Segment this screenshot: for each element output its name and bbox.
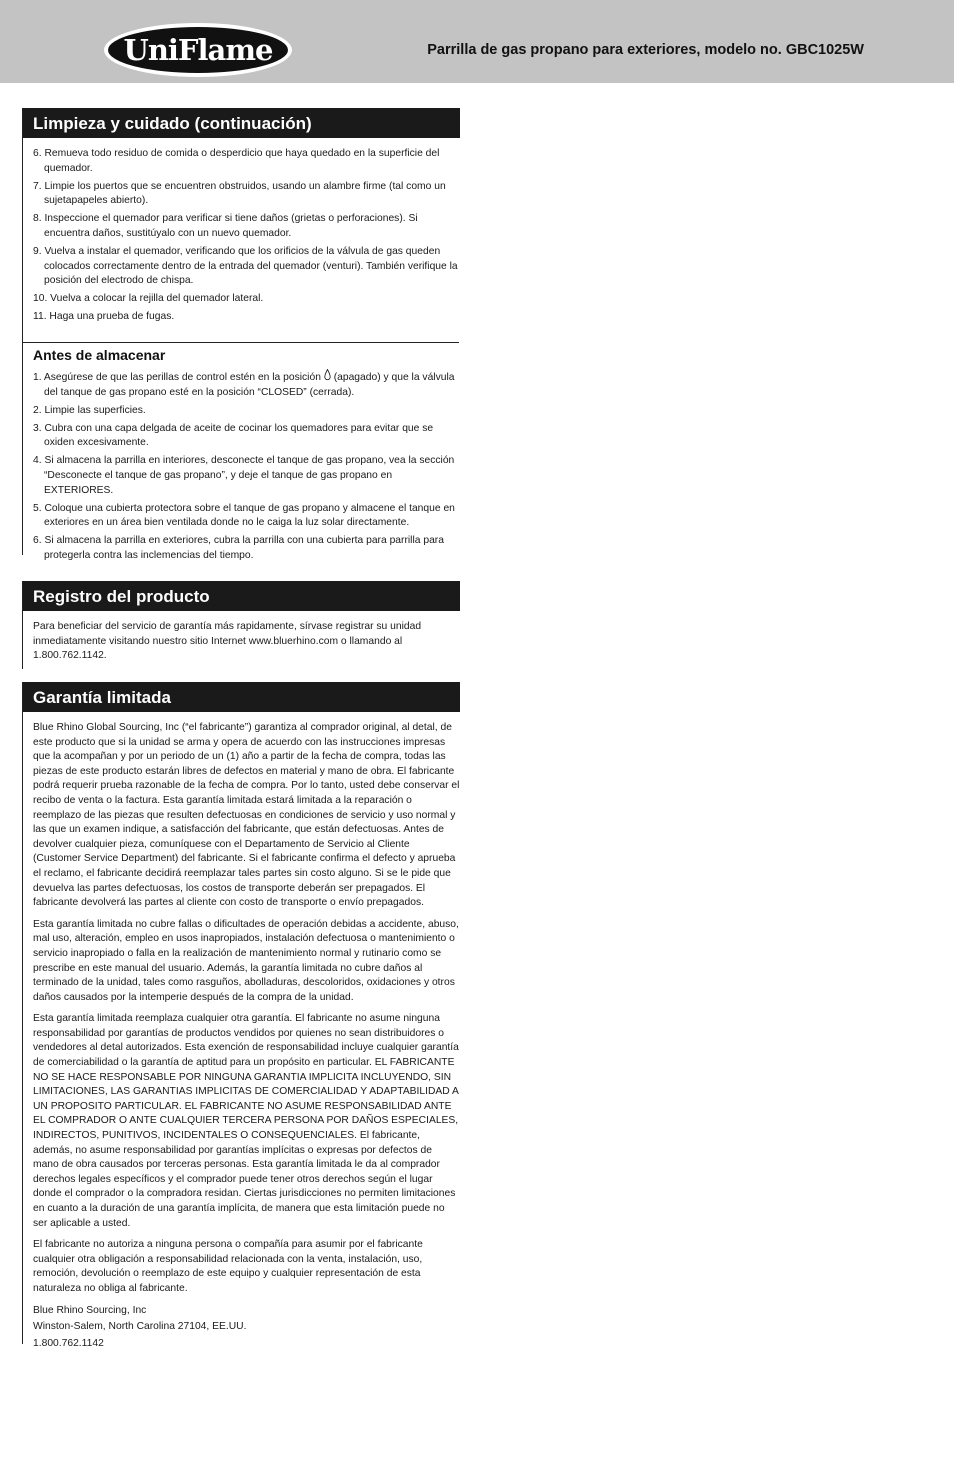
list-item: 11. Haga una prueba de fugas.	[33, 311, 175, 323]
storage-step-1-start: 1. Asegúrese de que las perillas de control estén en la posición	[33, 372, 321, 383]
list-item: 7. Limpie los puertos que se encuentren obstruidos, usando un alambre firme (tal como un sujetapapeles abierto).	[33, 180, 446, 207]
list-item: 5. Coloque una cubierta protectora sobre el tanque de gas propano y almacene el tanque en exteriores en un área bien ventilada donde no le caiga la luz solar directamente.	[33, 502, 455, 529]
page-header	[0, 0, 954, 83]
list-item: 8. Inspeccione el quemador para verificar si tiene daños (grietas o perforaciones). Si encuentra daños, sustitúyalo con un nuevo quemador.	[33, 213, 418, 239]
document-title: Parrilla de gas propano para exteriores, modelo no. GBC1025W	[427, 42, 864, 58]
warranty-paragraph: Esta garantía limitada no cubre fallas o dificultades de operación debidas a accidente, abuso, mal uso, alteración, empleo en usos inapropiados, instalación defectuosa o mantenimiento o servicio inapropiado o falla en la realización de mantenimiento normal y rutinario como se prescribe en este manual del usuario. Además, la garantía limitada no cubre daños al terminado de la unidad, tales como rasguños, abolladuras, descoloridos, oxidaciones y otros daños causados por la intemperie después de la compra de la unidad.	[33, 918, 459, 1003]
storage-steps	[23, 369, 460, 564]
list-item: 2. Limpie las superficies.	[33, 404, 146, 416]
registration-heading: Registro del producto	[23, 581, 460, 611]
warranty-paragraph: Esta garantía limitada reemplaza cualquier otra garantía. El fabricante no asume ninguna responsabilidad por garantías de productos vendidos por quienes no sean distribuidores o vendedores al detal autorizados. Esta exención de responsabilidad incluye cualquier garantía de comerciabilidad o la garantía de aptitud para un propósito en particular. EL FABRICANTE NO SE HACE RESPONSABLE POR NINGUNA GARANTIA IMPLICITA INCLUYENDO, SIN LIMITACIONES, LAS GARANTIAS IMPLICITAS DE COMERCIALIDAD Y ADAPTABILIDAD A UN PROPOSITO PARTICULAR. EL FABRICANTE NO ASUME RESPONSABILIDAD ANTE EL COMPRADOR O ANTE CUALQUIER TERCERA PERSONA POR DAÑOS ESPECIALES, INDIRECTOS, PUNITIVOS, INCIDENTALES O CONSEQUENCIALES. El fabricante, además, no asume responsabilidad por garantías implícitas o expresas por defectos de mano de obra causados por terceras personas. Esta garantía limitada le da al comprador derechos legales específicos y el comprador puede tener otros derechos según el lugar donde el comprador o la compradora residan. Ciertas jurisdicciones no permiten limitaciones en cuanto a la duración de una garantía implícita, de manera que esta limitación puede no ser aplicable a usted.	[33, 1013, 459, 1229]
list-item: 9. Vuelva a instalar el quemador, verificando que los orificios de la válvula de gas queden colocados correctamente dentro de la entrada del quemador (venturi). También verifique la posición del electrodo de chispa.	[33, 246, 458, 287]
list-item: 6. Si almacena la parrilla en exteriores, cubra la parrilla con una cubierta para parrilla para protegerla contra las inclemencias del tiempo.	[33, 535, 444, 562]
storage-section	[22, 343, 460, 562]
cleaning-heading: Limpieza y cuidado (continuación)	[23, 108, 460, 138]
cleaning-steps	[23, 147, 460, 325]
storage-heading: Antes de almacenar	[33, 347, 166, 363]
warranty-paragraph: Blue Rhino Global Sourcing, Inc (“el fabricante”) garantiza al comprador original, al detal, de este producto que si la unidad se arma y opera de acuerdo con las instrucciones impresas que la acompañan y por un periodo de un (1) año a partir de la fecha de compra, todas las piezas de este producto estarán libres de defectos en material y mano de obra. El fabricante podrá requerir prueba razonable de la fecha de compra. Por lo tanto, usted debe conservar el recibo de venta o la factura. Esta garantía limitada estará limitada a la reparación o reemplazo de las piezas que resulten defectuosas en condiciones de servicio y uso normal y las que un examen indique, a satisfacción del fabricante, que están defectuosas. Antes de devolver cualquier pieza, comuníquese con el Departamento de Servicio al Cliente (Customer Service Department) del fabricante. Si el fabricante confirma el defecto y aprueba el reclamo, el fabricante decidirá reemplazar tales partes sin costo alguno. Si se le pide que devuelva las partes defectuosas, los costos de transporte deberán ser prepagados. El fabricante devolverá las partes al cliente con costo de transporte o envío prepagados.	[33, 722, 460, 909]
list-item	[33, 369, 460, 400]
registration-text: Para beneficiar del servicio de garantía más rapidamente, sírvase registrar su unidad inmediatamente visitando nuestro sitio Internet www.bluerhino.com o llamando al 1.800.762.1142.	[33, 621, 422, 662]
storage-step-1-end: (apagado) y que la válvula del tanque de gas propano esté en la posición “CLOSED” (cerrada).	[44, 372, 455, 398]
warranty-paragraph: El fabricante no autoriza a ninguna persona o compañía para asumir por el fabricante cualquier otra obligación a responsabilidad relacionada con la venta, instalación, uso, remoción, devolución o reemplazo de este equipo y cualquier representación de esta naturaleza no obliga al fabricante.	[33, 1239, 423, 1294]
registration-section	[22, 581, 460, 669]
uniflame-logo	[104, 23, 292, 77]
list-item: 4. Si almacena la parrilla en interiores, desconecte el tanque de gas propano, vea la sección “Desconecte el tanque de gas propano”, y deje el tanque de gas propano en EXTERIORES.	[33, 455, 455, 496]
warranty-section	[22, 682, 460, 1349]
address-line: Blue Rhino Sourcing, Inc	[33, 1304, 147, 1316]
logo-text: UniFlame	[123, 33, 273, 67]
company-address	[23, 1304, 460, 1352]
address-line: 1.800.762.1142	[33, 1337, 104, 1349]
address-line: Winston-Salem, North Carolina 27104, EE.UU.	[33, 1321, 247, 1333]
warranty-heading: Garantía limitada	[23, 682, 460, 712]
logo-oval	[108, 27, 288, 73]
list-item: 6. Remueva todo residuo de comida o desperdicio que haya quedado en la superficie del quemador.	[33, 148, 440, 174]
cleaning-section	[22, 108, 460, 342]
list-item: 3. Cubra con una capa delgada de aceite de cocinar los quemadores para evitar que se oxiden excesivamente.	[33, 422, 434, 449]
list-item: 10. Vuelva a colocar la rejilla del quemador lateral.	[33, 293, 264, 305]
off-flame-icon	[324, 369, 331, 381]
